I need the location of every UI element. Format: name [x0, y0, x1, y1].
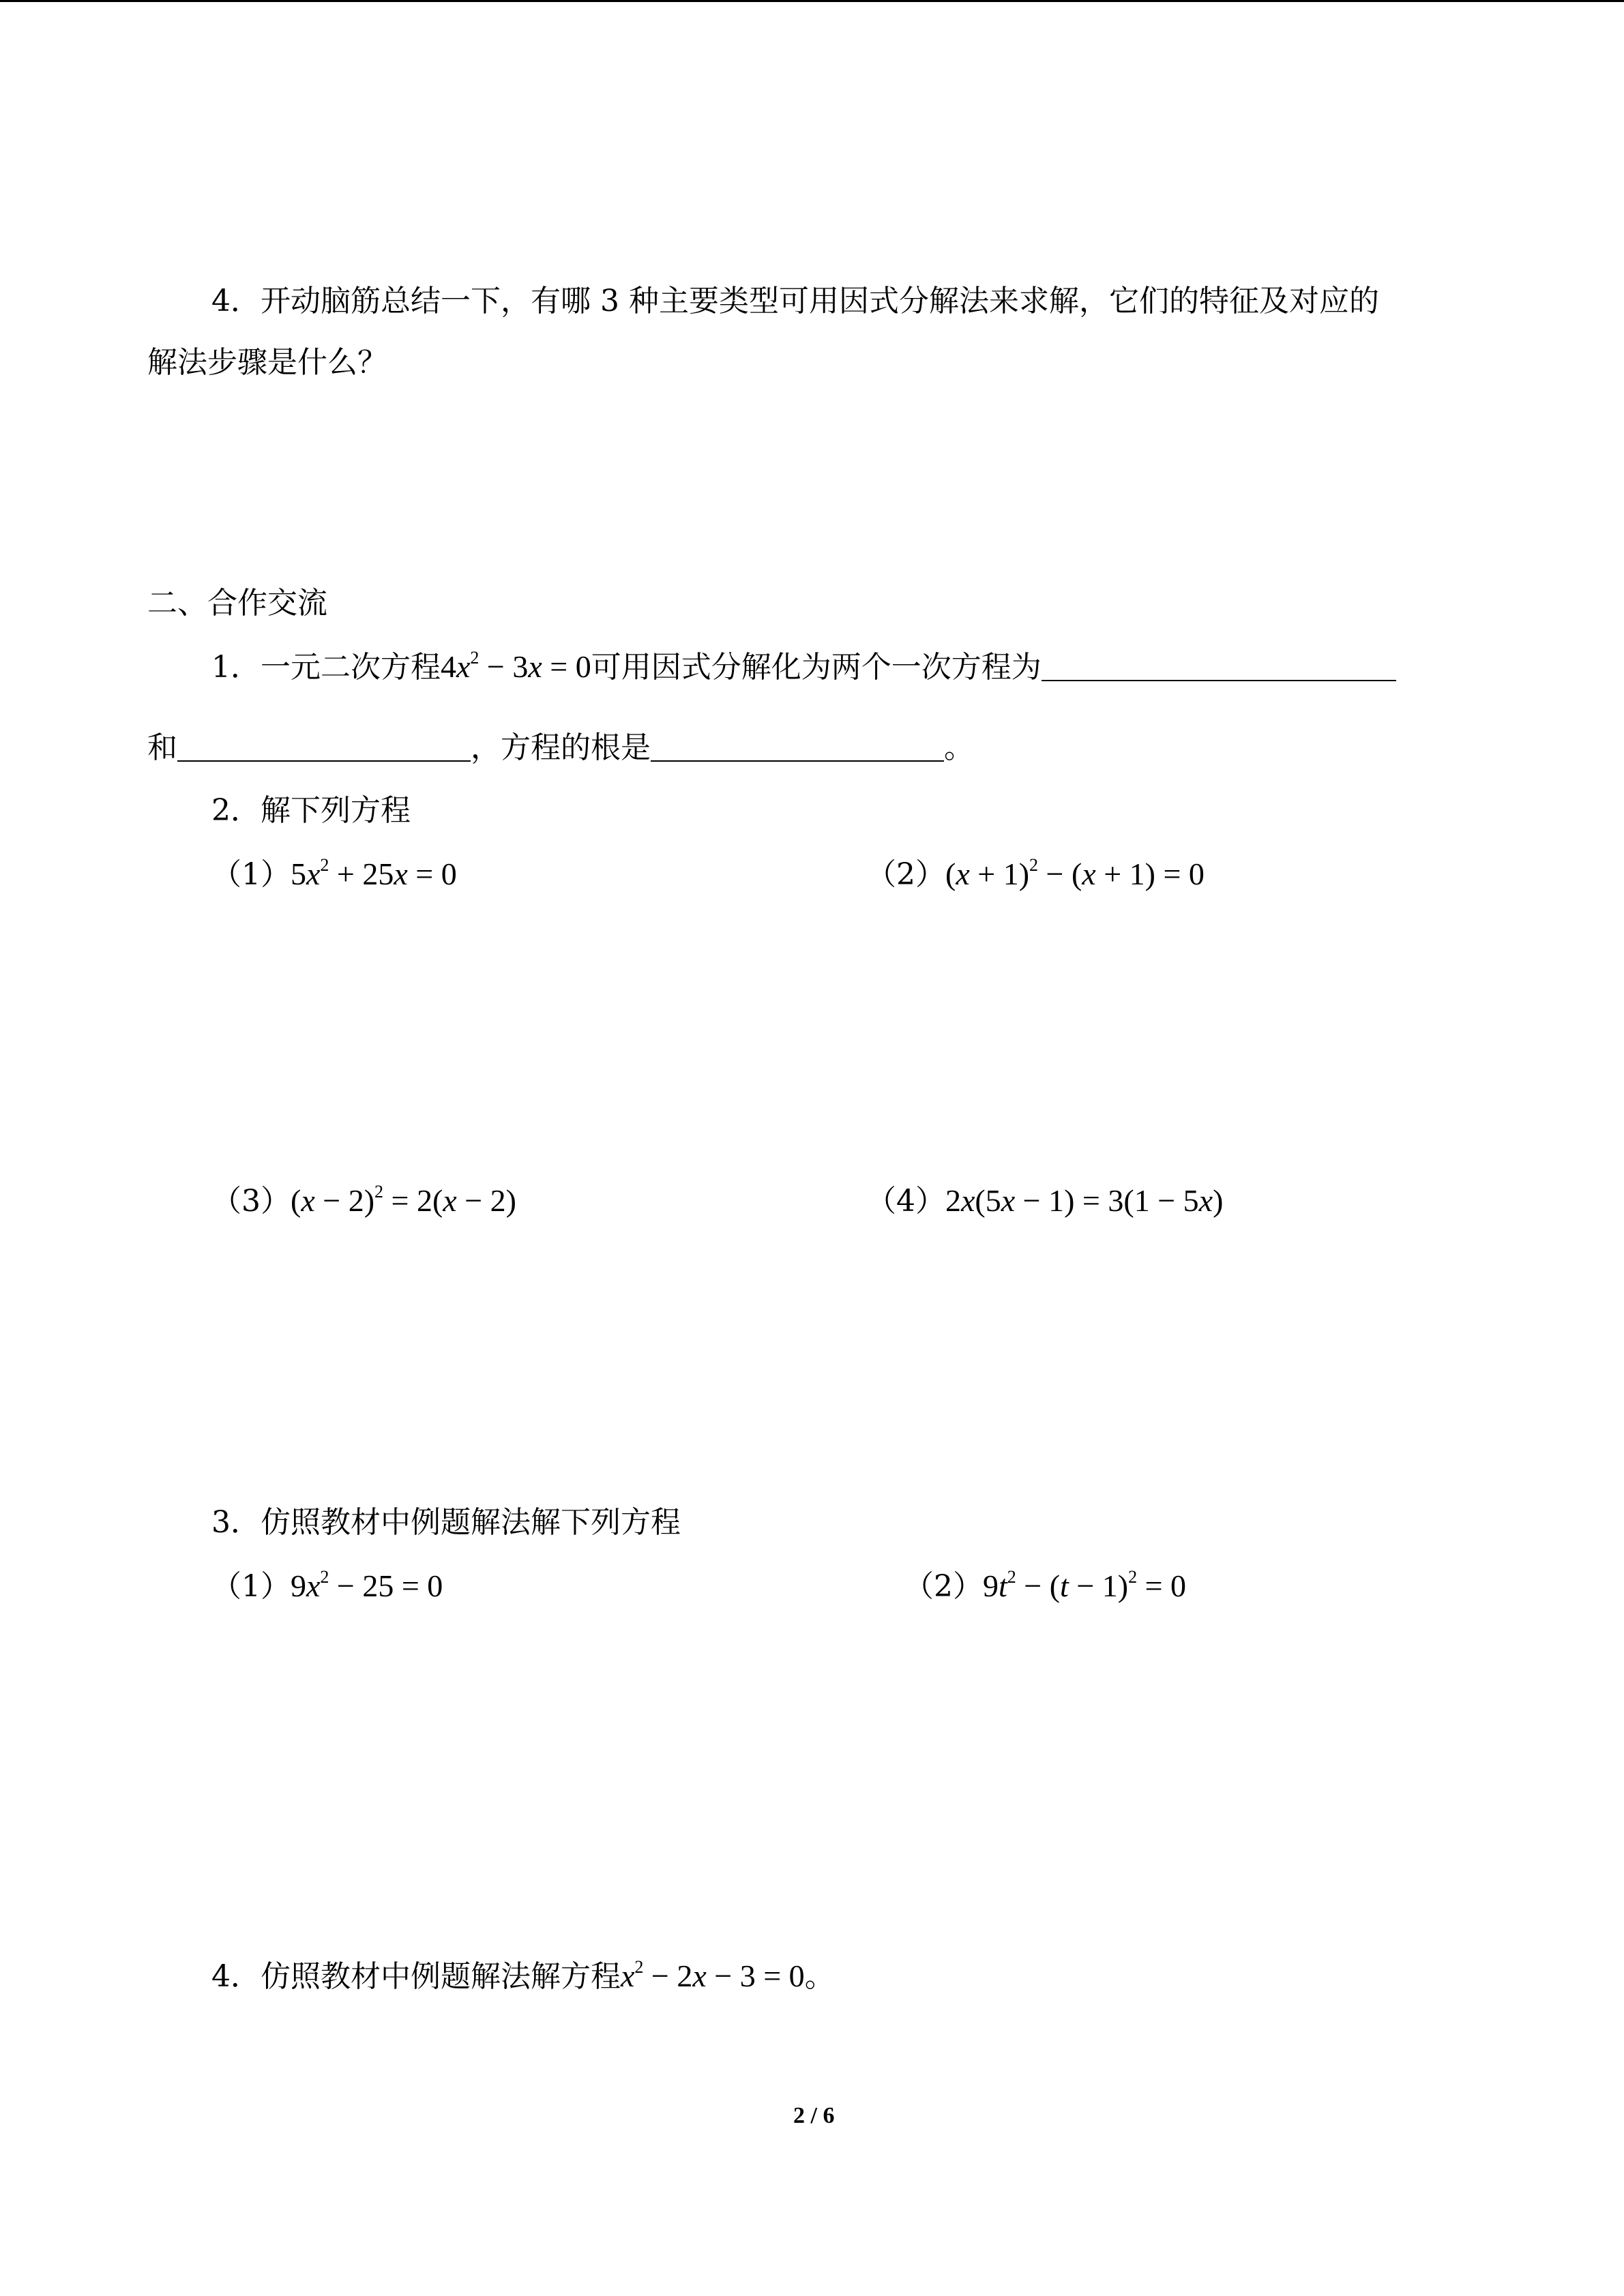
q2-item-3-label: （3） — [211, 1184, 291, 1219]
q4-intro-line1 — [211, 276, 1379, 320]
q2-item-2-label: （2） — [866, 857, 945, 892]
q1-text-d: ，方程的根是 — [471, 730, 651, 765]
q2-item-1-equation: $5x^2 + 25x = 0$ — [291, 855, 457, 891]
q1-line2 — [147, 723, 974, 766]
q2-item-2-equation: $(x + 1)^2 - (x + 1) = 0$ — [945, 855, 1205, 891]
q3-number: 3． — [211, 1505, 261, 1540]
q1-text-e: 。 — [944, 730, 974, 765]
q4-number: 4． — [211, 1959, 261, 1994]
q2-item-2 — [866, 850, 1205, 893]
q1-line1 — [211, 642, 1396, 686]
q1-blank-3[interactable] — [651, 733, 944, 762]
q2-title: 解下列方程 — [261, 793, 411, 828]
section-heading: 二、合作交流 — [147, 586, 327, 621]
q1-blank-1[interactable] — [1042, 653, 1396, 681]
q2-item-1-label: （1） — [211, 857, 291, 892]
q4-intro-number: 4． — [211, 284, 261, 318]
q2-item-4-label: （4） — [866, 1184, 945, 1219]
q2-item-3 — [211, 1176, 516, 1220]
q2-number: 2． — [211, 793, 261, 828]
q4-text-b: 。 — [804, 1959, 835, 1994]
q1-number: 1． — [211, 650, 261, 685]
top-border — [0, 0, 1624, 2]
q4-intro-line2: 解法步骤是什么？ — [147, 345, 387, 380]
q2-item-1 — [211, 850, 457, 893]
q3-item-2-equation: $9t^2 - (t - 1)^2 = 0$ — [983, 1567, 1187, 1603]
q3-item-1 — [211, 1562, 443, 1605]
q1-text-b: 可用因式分解化为两个一次方程为 — [591, 650, 1042, 685]
q3-item-2-label: （2） — [904, 1569, 983, 1604]
q4-equation: $x^2 - 2x - 3 = 0$ — [621, 1957, 805, 1993]
q1-equation: $4x^2 - 3x = 0$ — [441, 648, 591, 684]
q2-item-4-equation: 2x(5x − 1) = 3(1 − 5x) — [945, 1183, 1224, 1218]
q3-item-1-equation: $9x^2 - 25 = 0$ — [291, 1567, 443, 1603]
q4-intro-text-line1: 开动脑筋总结一下，有哪 3 种主要类型可用因式分解法来求解，它们的特征及对应的 — [261, 284, 1379, 318]
q2-item-4 — [866, 1176, 1223, 1220]
q3-title-line — [211, 1497, 681, 1541]
q4-line — [211, 1952, 835, 1995]
q3-item-2 — [904, 1562, 1186, 1605]
q4-text-a: 仿照教材中例题解法解方程 — [261, 1959, 621, 1994]
q1-text-c: 和 — [147, 730, 177, 765]
q1-blank-2[interactable] — [177, 733, 471, 762]
q3-item-1-label: （1） — [211, 1569, 291, 1604]
q1-text-a: 一元二次方程 — [261, 650, 441, 685]
q2-item-3-equation: $(x - 2)^2 = 2(x - 2)$ — [291, 1182, 516, 1218]
q2-title-line — [211, 786, 411, 829]
q3-title: 仿照教材中例题解法解下列方程 — [261, 1505, 681, 1540]
page-number: 2 / 6 — [793, 2103, 835, 2128]
